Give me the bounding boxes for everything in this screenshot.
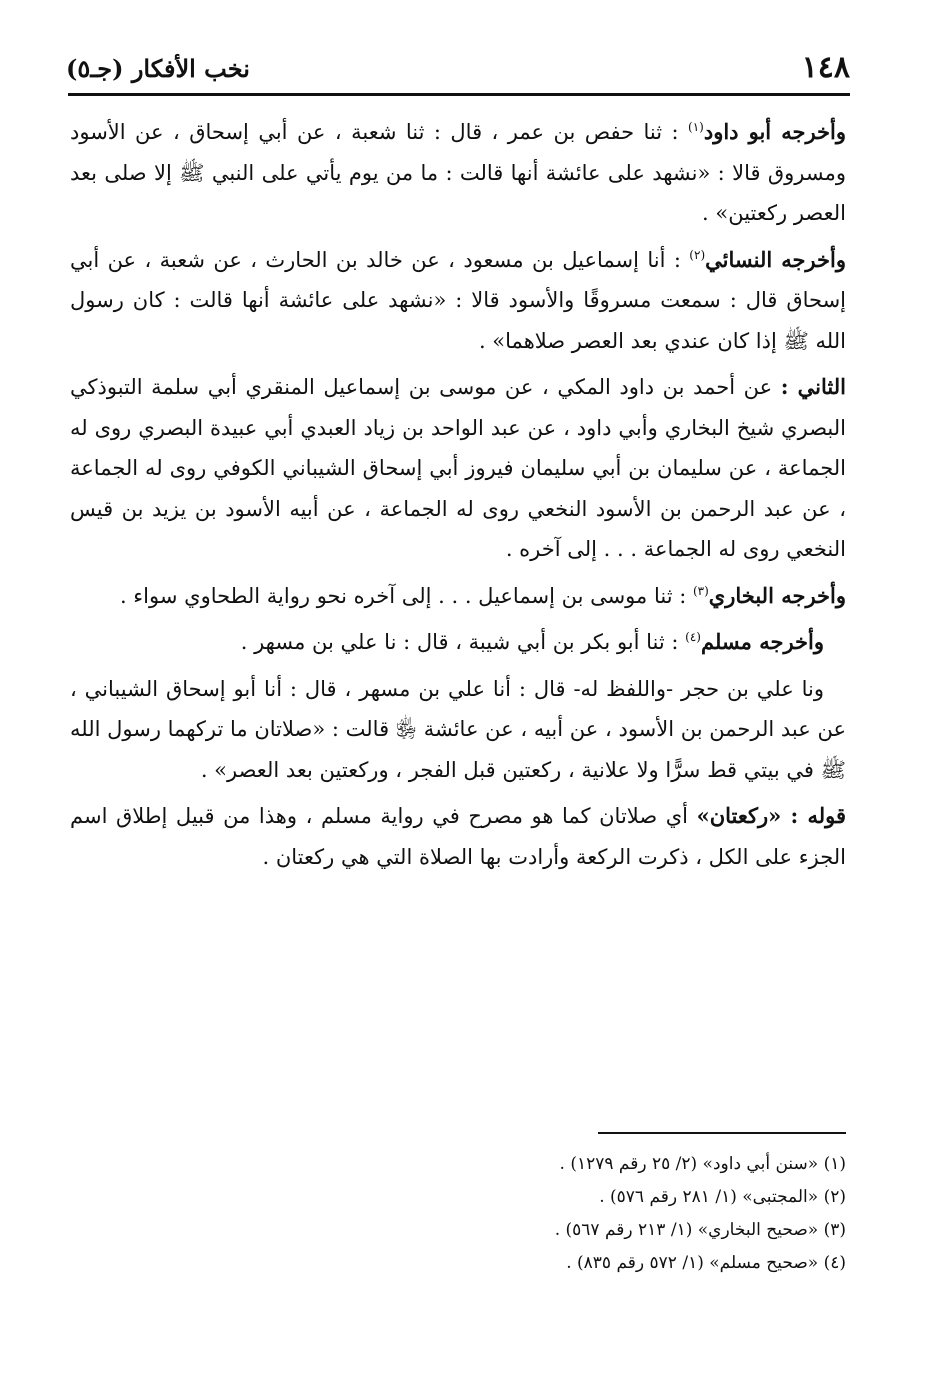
paragraph-text: عن أحمد بن داود المكي ، عن موسى بن إسماعيل المنقري أبي سلمة التبوذكي البصري شيخ البخاري وأبي داود ، عن عبد الواحد بن زياد العبدي أبي عبيدة البصري روى له الجماعة ، عن سليمان بن أبي سليمان فيروز أبي إسحاق الشيباني الكوفي روى له الجماعة ، عن عبد الرحمن بن الأسود النخعي روى له الجماعة ، عن أبيه الأسود بن يزيد بن قيس النخعي روى له الجماعة . . . إلى آخره . xyxy=(70,375,846,561)
main-text xyxy=(70,112,846,883)
footnote-ref: (٢) xyxy=(689,247,706,262)
footnote-item: (٤) «صحيح مسلم» (١/ ٥٧٢ رقم ٨٣٥) . xyxy=(566,1253,846,1273)
paragraph-text: : ثنا حفص بن عمر ، قال : ثنا شعبة ، عن أبي إسحاق ، عن الأسود ومسروق قالا : «نشهد على عائشة أنها قالت : ما من يوم يأتي على النبي ﷺ إلا صلى بعد العصر ركعتين» . xyxy=(70,120,846,225)
footnote-item: (١) «سنن أبي داود» (٢/ ٢٥ رقم ١٢٧٩) . xyxy=(559,1154,846,1174)
paragraph-commentary xyxy=(70,796,846,877)
paragraph-lead: وأخرجه أبو داود xyxy=(703,119,846,144)
paragraph-nasai xyxy=(70,240,846,362)
paragraph-muslim xyxy=(70,622,846,663)
footnotes xyxy=(70,1148,846,1280)
footnote-item: (٣) «صحيح البخاري» (١/ ٢١٣ رقم ٥٦٧) . xyxy=(554,1220,846,1240)
footnote-ref: (٤) xyxy=(685,630,701,644)
paragraph-text: : أنا إسماعيل بن مسعود ، عن خالد بن الحارث ، عن شعبة ، عن أبي إسحاق قال : سمعت مسروقًا والأسود قالا : «نشهد على عائشة أنها قالت : كان رسول الله ﷺ إذا كان عندي بعد العصر صلاهما» . xyxy=(70,247,846,353)
paragraph-lead: وأخرجه البخاري xyxy=(708,582,846,608)
page-header xyxy=(66,48,850,92)
footnote-ref: (٣) xyxy=(692,583,709,598)
paragraph-lead: قوله : «ركعتان» xyxy=(696,803,846,828)
paragraph-lead: وأخرجه مسلم xyxy=(700,629,824,654)
paragraph-abu-dawud xyxy=(70,112,846,234)
paragraph-text: ونا علي بن حجر -واللفظ له- قال : أنا علي بن مسهر ، قال : أنا أبو إسحاق الشيباني ، عن عبد الرحمن بن الأسود ، عن أبيه ، عن عائشة ﵂ قالت : «صلاتان ما تركهما رسول الله ﷺ في بيتي قط سرًّا ولا علانية ، ركعتين قبل الفجر ، وركعتين بعد العصر» . xyxy=(70,676,846,782)
paragraph-second-chain xyxy=(70,367,846,570)
footnote-ref: (١) xyxy=(688,120,704,134)
paragraph-text: أي صلاتان كما هو مصرح في رواية مسلم ، وهذا من قبيل إطلاق اسم الجزء على الكل ، ذكرت الركعة وأرادت بها الصلاة التي هي ركعتان . xyxy=(70,804,846,869)
paragraph-lead: وأخرجه النسائي xyxy=(705,246,846,272)
footnote-rule xyxy=(598,1132,846,1134)
footnote-item: (٢) «المجتبى» (١/ ٢٨١ رقم ٥٧٦) . xyxy=(599,1187,846,1207)
header-rule xyxy=(68,93,850,96)
paragraph-ali-bin-hujr xyxy=(70,669,846,791)
paragraph-lead: الثاني : xyxy=(780,374,846,399)
paragraph-bukhari xyxy=(70,576,846,617)
paragraph-text: : ثنا موسى بن إسماعيل . . . إلى آخره نحو رواية الطحاوي سواء . xyxy=(119,583,693,608)
paragraph-text: : ثنا أبو بكر بن أبي شيبة ، قال : نا علي بن مسهر . xyxy=(240,630,686,654)
running-title: نخب الأفكار (جـ٥) xyxy=(66,54,250,83)
page-number: ١٤٨ xyxy=(801,50,850,85)
